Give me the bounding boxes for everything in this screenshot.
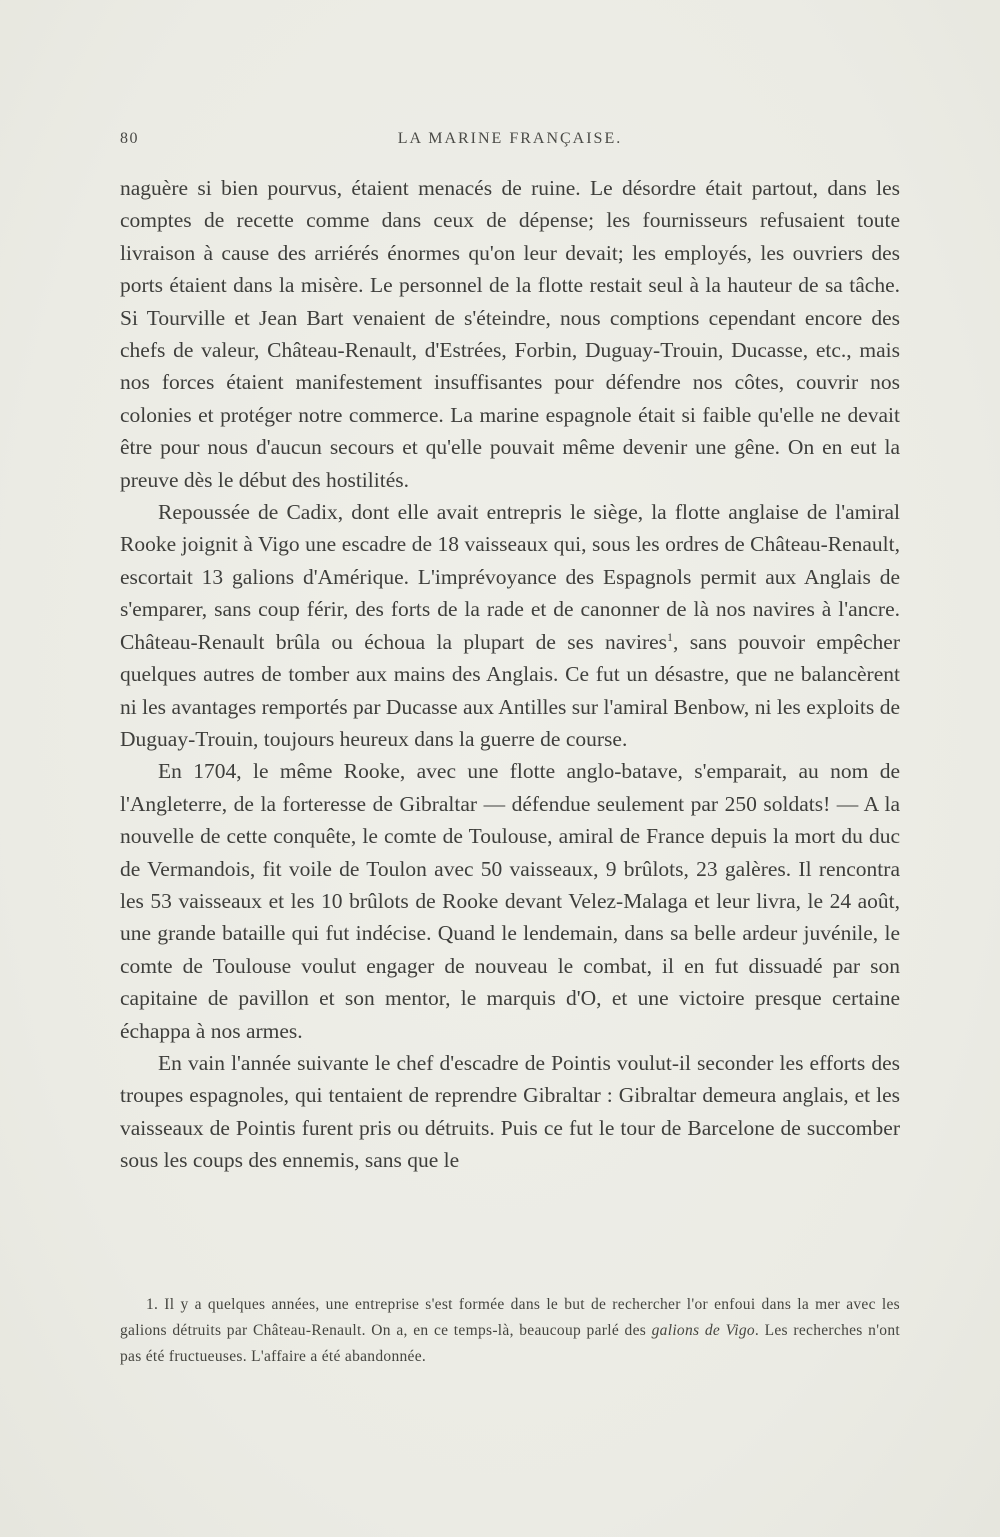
running-head <box>120 130 900 156</box>
footnote-reference[interactable]: 1 <box>667 629 674 644</box>
body-text <box>120 172 900 1177</box>
page-number: 80 <box>120 130 139 147</box>
paragraph-2-text-after-note: , sans pouvoir empêcher quelques autres de tomber aux mains des Anglais. Ce fut un désastre, que ne balancèrent ni les avantages remportés par Ducasse aux Antilles sur l'amiral Benbow, ni les exploits de Duguay-Trouin, toujours heureux dans la guerre de course. <box>120 629 900 751</box>
footnote-1 <box>120 1292 900 1370</box>
footnote-text-after-italic: . Les recherches n'ont pas été fructueuses. L'affaire a été abandonnée. <box>120 1322 900 1365</box>
paragraph-2-text-before-note: Repoussée de Cadix, dont elle avait entrepris le siège, la flotte anglaise de l'amiral Rooke joignit à Vigo une escadre de 18 vaisseaux qui, sous les ordres de Château-Renault, escortait 13 galions d'Amérique. L'imprévoyance des Espagnols permit aux Anglais de s'emparer, sans coup férir, des forts de la rade et de canonner de là nos navires à l'ancre. Château-Renault brûla ou échoua la plupart de ses navires <box>120 500 900 654</box>
running-title: LA MARINE FRANÇAISE. <box>397 130 623 147</box>
paragraph-4: En vain l'année suivante le chef d'escadre de Pointis voulut-il seconder les efforts des troupes espagnoles, qui tentaient de reprendre Gibraltar : Gibraltar demeura anglais, et les vaisseaux de Pointis furent pris ou détruits. Puis ce fut le tour de Barcelone de succomber sous les coups des ennemis, sans que le <box>120 1050 900 1173</box>
footnote-text-before-italic: 1. Il y a quelques années, une entreprise s'est formée dans le but de rechercher l'or enfoui dans la mer avec les galions détruits par Château-Renault. On a, en ce temps-là, beaucoup parlé des <box>120 1296 900 1339</box>
footnotes <box>120 1292 900 1370</box>
paragraph-2 <box>120 496 900 755</box>
paragraph-1-continued: naguère si bien pourvus, étaient menacés de ruine. Le désordre était partout, dans les comptes de recette comme dans ceux de dépense; les fournisseurs refusaient toute livraison à cause des arriérés énormes qu'on leur devait; les employés, les ouvriers des ports étaient dans la misère. Le personnel de la flotte restait seul à la hauteur de sa tâche. Si Tourville et Jean Bart venaient de s'éteindre, nous comptions cependant encore des chefs de valeur, Château-Renault, d'Estrées, Forbin, Duguay-Trouin, Ducasse, etc., mais nos forces étaient manifestement insuffisantes pour défendre nos côtes, couvrir nos colonies et protéger notre commerce. La marine espagnole était si faible qu'elle ne devait être pour nous d'aucun secours et qu'elle pouvait même devenir une gêne. On en eut la preuve dès le début des hostilités. <box>120 176 900 492</box>
paragraph-3: En 1704, le même Rooke, avec une flotte anglo-batave, s'emparait, au nom de l'Angleterre, de la forteresse de Gibraltar — défendue seulement par 250 soldats! — A la nouvelle de cette conquête, le comte de Toulouse, amiral de France depuis la mort du duc de Vermandois, fit voile de Toulon avec 50 vaisseaux, 9 brûlots, 23 galères. Il rencontra les 53 vaisseaux et les 10 brûlots de Rooke devant Velez-Malaga et leur livra, le 24 août, une grande bataille qui fut indécise. Quand le lendemain, dans sa belle ardeur juvénile, le comte de Toulouse voulut engager de nouveau le combat, il en fut dissuadé par son capitaine de pavillon et son mentor, le marquis d'O, et une victoire presque certaine échappa à nos armes. <box>120 759 900 1043</box>
footnote-italic-phrase: galions de Vigo <box>651 1322 755 1339</box>
